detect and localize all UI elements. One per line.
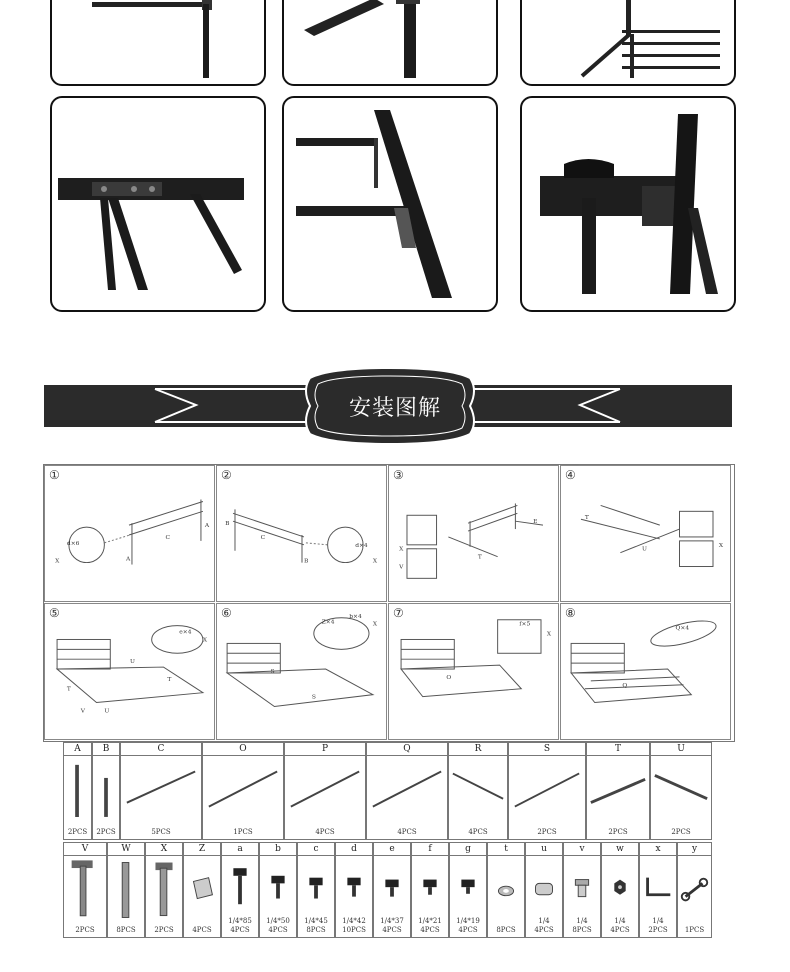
part-quantity: 8PCS — [306, 926, 326, 934]
step-label: S — [311, 694, 316, 701]
part-spec: 1/4*21 — [418, 917, 442, 925]
part-rail-icon — [367, 755, 447, 825]
part-quantity: 2PCS — [67, 828, 88, 836]
step-label: C — [165, 534, 170, 541]
part-cell — [183, 842, 221, 938]
part-cell — [92, 742, 120, 840]
part-cell — [639, 842, 677, 938]
part-quantity: 5PCS — [151, 828, 171, 836]
step-label: U — [642, 546, 648, 553]
photo-frame-corner-top-left — [50, 0, 266, 86]
part-label: B — [93, 743, 119, 756]
step-2-diagram — [217, 466, 386, 601]
part-cell — [221, 842, 259, 938]
bolt-icon — [336, 855, 372, 925]
step-label: f×5 — [519, 621, 531, 628]
step-label: A — [204, 523, 210, 530]
bolt-icon — [450, 855, 486, 925]
part-spec: 1/4 — [614, 917, 626, 925]
bolt-icon — [222, 855, 258, 925]
step-8-diagram — [561, 604, 730, 739]
part-cell — [487, 842, 525, 938]
step-label: d×4 — [355, 542, 368, 549]
frame-slats-photo — [522, 0, 734, 84]
assembly-step-2 — [216, 465, 387, 602]
assembly-step-1 — [44, 465, 215, 602]
part-spec: 1/4 — [538, 917, 550, 925]
step-label: X — [372, 621, 378, 628]
part-leg-icon — [108, 855, 144, 925]
part-rail-icon — [587, 755, 649, 825]
allen-key-icon — [640, 855, 676, 925]
part-spec: 1/4*19 — [456, 917, 480, 925]
part-spec: 1/4*50 — [266, 917, 290, 925]
parts-list-row-2 — [63, 842, 712, 938]
part-spec: 1/4*37 — [380, 917, 404, 925]
part-quantity: 1PCS — [684, 926, 705, 934]
part-quantity: 2PCS — [537, 828, 557, 836]
step-label: b×4 — [349, 613, 362, 620]
part-label: u — [526, 843, 562, 856]
step-label: O — [446, 674, 452, 681]
step-label: X — [372, 558, 378, 565]
part-label: P — [285, 743, 365, 756]
assembly-step-5 — [44, 603, 215, 740]
parts-list-row-1 — [63, 742, 712, 840]
step-number: ⑦ — [393, 606, 404, 620]
part-label: Z — [184, 843, 220, 856]
photo-rail-bracket-bottom-left — [50, 96, 266, 312]
part-cell — [366, 742, 448, 840]
banner-ornament — [0, 350, 790, 462]
part-cell — [202, 742, 284, 840]
part-quantity: 4PCS — [230, 926, 250, 934]
step-label: C — [260, 534, 266, 541]
hex-nut-icon — [602, 855, 638, 925]
part-rail-icon — [651, 755, 711, 825]
part-quantity: 4PCS — [397, 828, 417, 836]
part-quantity: 2PCS — [671, 828, 691, 836]
part-label: y — [678, 843, 711, 856]
bolt-icon — [374, 855, 410, 925]
step-label: E — [533, 519, 538, 526]
part-quantity: 1PCS — [233, 828, 253, 836]
step-6-diagram — [217, 604, 386, 739]
part-label: S — [509, 743, 585, 756]
rail-bracket-photo — [52, 98, 264, 310]
step-label: B — [303, 558, 309, 565]
step-label: U — [129, 659, 135, 666]
part-label: W — [108, 843, 144, 856]
part-cell — [586, 742, 650, 840]
part-cell — [120, 742, 202, 840]
part-label: O — [203, 743, 283, 756]
part-label: g — [450, 843, 486, 856]
part-quantity: 4PCS — [315, 828, 335, 836]
part-cap-icon — [184, 855, 220, 925]
section-banner — [0, 350, 790, 440]
part-rail-icon — [121, 755, 201, 825]
photo-corner-joint-bottom-right — [520, 96, 736, 312]
step-label: X — [399, 546, 404, 553]
assembly-step-4 — [560, 465, 731, 602]
part-quantity: 4PCS — [382, 926, 402, 934]
frame-joint-photo — [284, 0, 496, 84]
step-label: Z×4 — [321, 619, 335, 626]
part-cell — [650, 742, 712, 840]
step-label: X — [546, 631, 552, 638]
part-tube-icon — [64, 755, 91, 825]
part-quantity: 4PCS — [192, 926, 212, 934]
part-spec: 1/4 — [576, 917, 588, 925]
part-quantity: 2PCS — [608, 828, 628, 836]
part-label: t — [488, 843, 524, 856]
part-quantity: 4PCS — [468, 828, 488, 836]
step-number: ⑤ — [49, 606, 60, 620]
step-label: T — [584, 515, 589, 522]
step-label: A — [126, 556, 131, 563]
photo-side-rail-bottom-center — [282, 96, 498, 312]
part-cell — [508, 742, 586, 840]
part-label: X — [146, 843, 182, 856]
part-cell — [563, 842, 601, 938]
step-label: Q×4 — [675, 625, 690, 632]
side-rail-photo — [284, 98, 496, 310]
step-label: e×4 — [179, 629, 192, 636]
step-label: d×6 — [66, 540, 80, 547]
part-cell — [107, 842, 145, 938]
part-rail-icon — [509, 755, 585, 825]
step-label: T — [477, 554, 482, 561]
part-label: b — [260, 843, 296, 856]
barrel-nut-icon — [526, 855, 562, 925]
part-cell — [448, 742, 508, 840]
part-cell — [373, 842, 411, 938]
part-cell — [259, 842, 297, 938]
assembly-steps-grid — [43, 464, 735, 742]
photo-frame-joint-top-center — [282, 0, 498, 86]
part-quantity: 2PCS — [154, 926, 174, 934]
part-spec: 1/4*42 — [342, 917, 366, 925]
assembly-step-6 — [216, 603, 387, 740]
part-cell — [335, 842, 373, 938]
bolt-icon — [260, 855, 296, 925]
bolt-icon — [298, 855, 334, 925]
washer-icon — [488, 855, 524, 925]
part-spec: 1/4 — [652, 917, 664, 925]
part-label: d — [336, 843, 372, 856]
part-label: U — [651, 743, 711, 756]
part-label: x — [640, 843, 676, 856]
part-label: R — [449, 743, 507, 756]
part-cell — [63, 742, 92, 840]
part-cell — [411, 842, 449, 938]
part-label: f — [412, 843, 448, 856]
part-cell — [145, 842, 183, 938]
part-quantity: 4PCS — [610, 926, 630, 934]
part-cell — [284, 742, 366, 840]
photo-frame-slats-top-right — [520, 0, 736, 86]
step-1-diagram — [45, 466, 214, 601]
step-5-diagram — [45, 604, 214, 739]
part-label: e — [374, 843, 410, 856]
part-rail-icon — [285, 755, 365, 825]
part-cell — [297, 842, 335, 938]
assembly-step-7 — [388, 603, 559, 740]
part-rail-icon — [203, 755, 283, 825]
step-number: ⑥ — [221, 606, 232, 620]
step-label: U — [104, 708, 110, 715]
frame-corner-photo — [52, 0, 264, 84]
part-leg-bracket-icon — [64, 855, 106, 925]
part-label: T — [587, 743, 649, 756]
assembly-step-8 — [560, 603, 731, 740]
step-label: X — [718, 542, 724, 549]
step-7-diagram — [389, 604, 558, 739]
step-label: B — [225, 521, 230, 528]
part-cell — [677, 842, 712, 938]
part-quantity: 4PCS — [268, 926, 288, 934]
wrench-icon — [678, 855, 711, 925]
part-spec: 1/4*85 — [228, 917, 252, 925]
step-label: S — [270, 668, 275, 675]
part-quantity: 10PCS — [342, 926, 366, 934]
part-label: C — [121, 743, 201, 756]
part-label: c — [298, 843, 334, 856]
step-label: Q — [622, 682, 628, 689]
part-quantity: 8PCS — [496, 926, 516, 934]
part-label: A — [64, 743, 91, 756]
assembly-step-3 — [388, 465, 559, 602]
part-quantity: 2PCS — [75, 926, 95, 934]
step-number: ④ — [565, 468, 576, 482]
step-label: X — [55, 558, 60, 565]
part-quantity: 4PCS — [458, 926, 478, 934]
part-cell — [601, 842, 639, 938]
part-cell — [525, 842, 563, 938]
section-title: 安装图解 — [348, 395, 441, 421]
part-leg-bracket-icon — [146, 855, 182, 925]
part-label: v — [564, 843, 600, 856]
step-label: T — [66, 686, 71, 693]
part-label: Q — [367, 743, 447, 756]
step-3-diagram — [389, 466, 558, 601]
part-label: V — [64, 843, 106, 856]
part-quantity: 4PCS — [420, 926, 440, 934]
step-label: T — [167, 676, 172, 683]
part-quantity: 2PCS — [648, 926, 668, 934]
part-cell — [449, 842, 487, 938]
step-4-diagram — [561, 466, 730, 601]
bolt-icon — [412, 855, 448, 925]
corner-joint-photo — [522, 98, 734, 310]
step-number: ⑧ — [565, 606, 576, 620]
part-label: a — [222, 843, 258, 856]
part-spec: 1/4*45 — [304, 917, 328, 925]
step-number: ② — [221, 468, 232, 482]
part-quantity: 2PCS — [96, 828, 116, 836]
step-label: V — [399, 564, 404, 571]
step-label: X — [202, 637, 208, 644]
part-tube-icon — [93, 755, 119, 825]
cap-nut-icon — [564, 855, 600, 925]
part-label: w — [602, 843, 638, 856]
step-number: ③ — [393, 468, 404, 482]
part-quantity: 8PCS — [572, 926, 592, 934]
part-cell — [63, 842, 107, 938]
step-number: ① — [49, 468, 60, 482]
part-rail-icon — [449, 755, 507, 825]
step-label: V — [80, 708, 85, 715]
part-quantity: 4PCS — [534, 926, 554, 934]
part-quantity: 8PCS — [116, 926, 136, 934]
